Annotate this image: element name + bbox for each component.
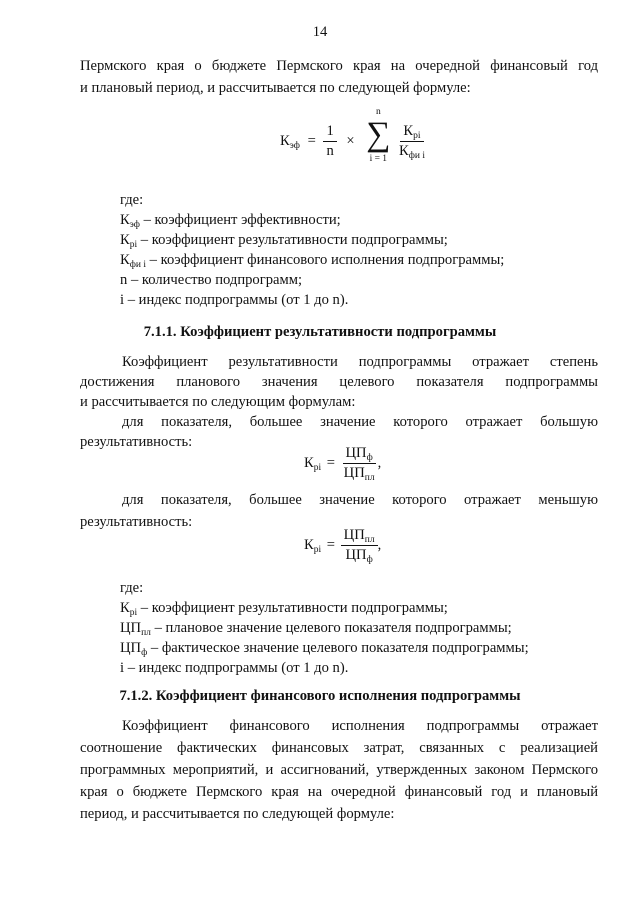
formula3-lhs: К [304, 536, 314, 553]
formula3-lhs-sub: рi [313, 544, 322, 555]
formula1-inner-den-sub: фи i [408, 151, 425, 162]
section2-line5: период, и рассчитывается по следующей формуле: [80, 806, 395, 822]
section2-line1: Коэффициент финансового исполнения подпрограммы отражает [122, 718, 598, 734]
where1-item: $К_{эф}$ – коэффициент эффективности; [120, 212, 341, 230]
where1-item: n – количество подпрограмм; [120, 272, 303, 288]
formula2-num: ЦП [345, 445, 367, 461]
where2-item: $ЦП_{пл}$ – плановое значение целевого показателя подпрограммы; [120, 620, 512, 638]
section-heading-7-1-2: 7.1.2. Коэффициент финансового исполнения подпрограммы [119, 688, 521, 704]
formula1-num: 1 [323, 122, 336, 142]
formula1-times: × [346, 133, 355, 149]
formula2-eq: = [326, 454, 336, 471]
section1-p1-line3: и рассчитывается по следующим формулам: [80, 394, 356, 410]
formula2-num-sub: ф [366, 453, 373, 463]
where1-item: $К_{фи i}$ – коэффициент финансового исполнения подпрограммы; [120, 252, 505, 270]
formula2-trail: , [377, 454, 382, 471]
intro-line-2: и плановый период, и рассчитывается по следующей формуле: [80, 80, 471, 96]
formula1-inner-num-sub: рi [413, 131, 421, 142]
sum-lower-limit: i = 1 [369, 154, 388, 164]
section1-p1-line2: достижения планового значения целевого показателя подпрограммы [80, 374, 598, 390]
formula1-inner-num: К [403, 123, 414, 140]
sum-symbol [364, 107, 392, 164]
formula3-eq: = [326, 536, 336, 553]
sum-upper-limit: n [375, 107, 381, 117]
formula1-inner-den: К [398, 143, 409, 160]
where1-item: $К_{рi}$ – коэффициент результативности подпрограммы; [120, 232, 448, 250]
page-number: 14 [312, 24, 328, 40]
formula2-lhs: К [304, 454, 314, 471]
intro-line-1: Пермского края о бюджете Пермского края на очередной финансовый год [80, 58, 598, 74]
where2-item: i – индекс подпрограммы (от 1 до n). [120, 660, 349, 676]
section2-line4: края о бюджете Пермского края на очередной финансовый год и плановый [80, 784, 598, 800]
formula2-den-sub: пл [364, 473, 375, 483]
formula3-fraction [341, 526, 378, 565]
formula1-lhs: К [280, 133, 290, 149]
formula3-den-sub: ф [366, 555, 373, 565]
formula1-den: n [326, 143, 334, 160]
formula3-trail: , [377, 536, 382, 553]
section-heading-7-1-1: 7.1.1. Коэффициент результативности подпрограммы [143, 324, 497, 340]
section2-line2: соотношение фактических финансовых затрат, связанных с реализацией [80, 740, 598, 756]
formula2-lhs-sub: рi [313, 462, 322, 473]
where2-item: $К_{рi}$ – коэффициент результативности подпрограммы; [120, 600, 448, 618]
formula2-fraction [341, 444, 378, 483]
formula-result-greater [304, 444, 381, 483]
formula-result-lesser [304, 526, 381, 565]
formula1-lhs-sub: эф [289, 141, 300, 151]
formula2-den: ЦП [343, 465, 365, 481]
section1-case2-line1: для показателя, большее значение которого отражает меньшую [122, 492, 598, 508]
section1-case1-line2: результативность: [80, 434, 193, 450]
section2-line3: программных мероприятий, и ассигнований, утвержденных законом Пермского [80, 762, 598, 778]
formula3-num: ЦП [343, 527, 365, 543]
section1-case1-line1: для показателя, большее значение которого отражает большую [122, 414, 598, 430]
where1-label: где: [120, 192, 144, 208]
formula1-inner-fraction [396, 122, 428, 161]
where2-label: где: [120, 580, 144, 596]
where2-item: $ЦП_ф$ – фактическое значение целевого показателя подпрограммы; [120, 640, 529, 658]
sigma-icon: ∑ [366, 116, 391, 153]
formula1-eq: = [307, 133, 316, 149]
formula3-num-sub: пл [364, 535, 375, 545]
formula-efficiency [280, 107, 428, 164]
formula3-den: ЦП [345, 547, 367, 563]
where1-item: i – индекс подпрограммы (от 1 до n). [120, 292, 349, 308]
section1-p1-line1: Коэффициент результативности подпрограммы отражает степень [122, 354, 598, 370]
section1-case2-line2: результативность: [80, 514, 193, 530]
formula1-fraction [323, 122, 336, 161]
